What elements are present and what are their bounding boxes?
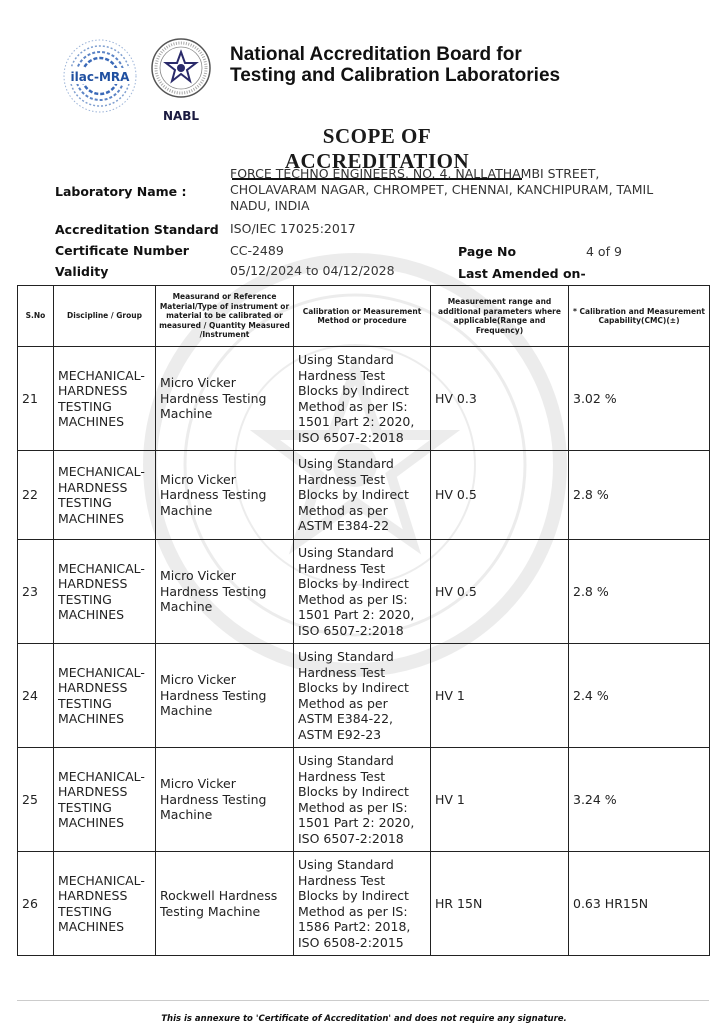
last-amended-label: Last Amended on- (458, 266, 586, 281)
cell-cmc: 3.02 % (569, 347, 710, 451)
cell-instrument: Micro Vicker Hardness Testing Machine (156, 451, 294, 540)
cell-cmc: 2.8 % (569, 540, 710, 644)
header-sno: S.No (18, 286, 54, 347)
footer-divider (17, 1000, 709, 1001)
certificate-label: Certificate Number (55, 243, 189, 258)
validity-label: Validity (55, 264, 109, 279)
cell-sno: 24 (18, 644, 54, 748)
table-header-row (18, 286, 710, 347)
cell-sno: 22 (18, 451, 54, 540)
cell-sno: 21 (18, 347, 54, 451)
lab-name-label: Laboratory Name : (55, 184, 187, 199)
lab-name-line1: FORCE TECHNO ENGINEERS, NO. 4, NALLATHAMBI STREET, (230, 166, 600, 181)
table-row (18, 540, 710, 644)
ilac-mra-logo (60, 36, 140, 116)
cell-cmc: 2.4 % (569, 644, 710, 748)
cell-sno: 26 (18, 852, 54, 956)
cell-instrument: Micro Vicker Hardness Testing Machine (156, 644, 294, 748)
cell-discipline: MECHANICAL- HARDNESS TESTING MACHINES (54, 451, 156, 540)
header-method: Calibration or Measurement Method or procedure (294, 286, 431, 347)
standard-label: Accreditation Standard (55, 222, 219, 237)
cell-cmc: 3.24 % (569, 748, 710, 852)
cell-method: Using Standard Hardness Test Blocks by Indirect Method as per IS: 1586 Part2: 2018, ISO 6508-2:2015 (294, 852, 431, 956)
validity-value: 05/12/2024 to 04/12/2028 (230, 263, 395, 278)
footer-note: This is annexure to 'Certificate of Accreditation' and does not require any signature. (161, 1014, 567, 1024)
cell-range: HV 0.5 (431, 540, 569, 644)
cell-method: Using Standard Hardness Test Blocks by Indirect Method as per ASTM E384-22, ASTM E92-23 (294, 644, 431, 748)
header-discipline: Discipline / Group (54, 286, 156, 347)
lab-name-line2: CHOLAVARAM NAGAR, CHROMPET, CHENNAI, KANCHIPURAM, TAMIL (230, 182, 654, 197)
cell-method: Using Standard Hardness Test Blocks by Indirect Method as per IS: 1501 Part 2: 2020, ISO 6507-2:2018 (294, 347, 431, 451)
cell-instrument: Micro Vicker Hardness Testing Machine (156, 748, 294, 852)
page-no-value: 4 of 9 (586, 244, 622, 259)
cell-discipline: MECHANICAL- HARDNESS TESTING MACHINES (54, 540, 156, 644)
header-range: Measurement range and additional parameters where applicable(Range and Frequency) (431, 286, 569, 347)
page-no-label: Page No (458, 244, 517, 259)
svg-text:NABL: NABL (162, 109, 200, 123)
cell-sno: 23 (18, 540, 54, 644)
org-title-line1: National Accreditation Board for (230, 44, 522, 65)
table-row (18, 644, 710, 748)
table-row (18, 451, 710, 540)
organization-title (230, 44, 560, 86)
cell-discipline: MECHANICAL- HARDNESS TESTING MACHINES (54, 852, 156, 956)
cell-range: HR 15N (431, 852, 569, 956)
cell-range: HV 0.5 (431, 451, 569, 540)
table-row (18, 347, 710, 451)
cell-discipline: MECHANICAL- HARDNESS TESTING MACHINES (54, 347, 156, 451)
lab-name-line3: NADU, INDIA (230, 198, 310, 213)
svg-text:ilac-MRA: ilac-MRA (70, 70, 130, 84)
cell-instrument: Rockwell Hardness Testing Machine (156, 852, 294, 956)
cell-discipline: MECHANICAL- HARDNESS TESTING MACHINES (54, 748, 156, 852)
table-row (18, 748, 710, 852)
nabl-logo (148, 36, 214, 126)
lab-name-value (230, 166, 653, 214)
cell-method: Using Standard Hardness Test Blocks by Indirect Method as per IS: 1501 Part 2: 2020, ISO 6507-2:2018 (294, 748, 431, 852)
scope-title: SCOPE OF ACCREDITATION (232, 124, 522, 180)
cell-cmc: 0.63 HR15N (569, 852, 710, 956)
header-instrument: Measurand or Reference Material/Type of instrument or material to be calibrated or measured / Quantity Measured /Instrument (156, 286, 294, 347)
cell-range: HV 1 (431, 748, 569, 852)
cell-method: Using Standard Hardness Test Blocks by Indirect Method as per IS: 1501 Part 2: 2020, ISO 6507-2:2018 (294, 540, 431, 644)
cell-instrument: Micro Vicker Hardness Testing Machine (156, 540, 294, 644)
cell-discipline: MECHANICAL- HARDNESS TESTING MACHINES (54, 644, 156, 748)
cell-range: HV 0.3 (431, 347, 569, 451)
scope-table (17, 285, 710, 956)
cell-instrument: Micro Vicker Hardness Testing Machine (156, 347, 294, 451)
table-row (18, 852, 710, 956)
certificate-value: CC-2489 (230, 243, 284, 258)
org-title-line2: Testing and Calibration Laboratories (230, 65, 561, 86)
cell-range: HV 1 (431, 644, 569, 748)
cell-cmc: 2.8 % (569, 451, 710, 540)
header-cmc: * Calibration and Measurement Capability(CMC)(±) (569, 286, 710, 347)
standard-value: ISO/IEC 17025:2017 (230, 221, 356, 236)
cell-method: Using Standard Hardness Test Blocks by Indirect Method as per ASTM E384-22 (294, 451, 431, 540)
cell-sno: 25 (18, 748, 54, 852)
